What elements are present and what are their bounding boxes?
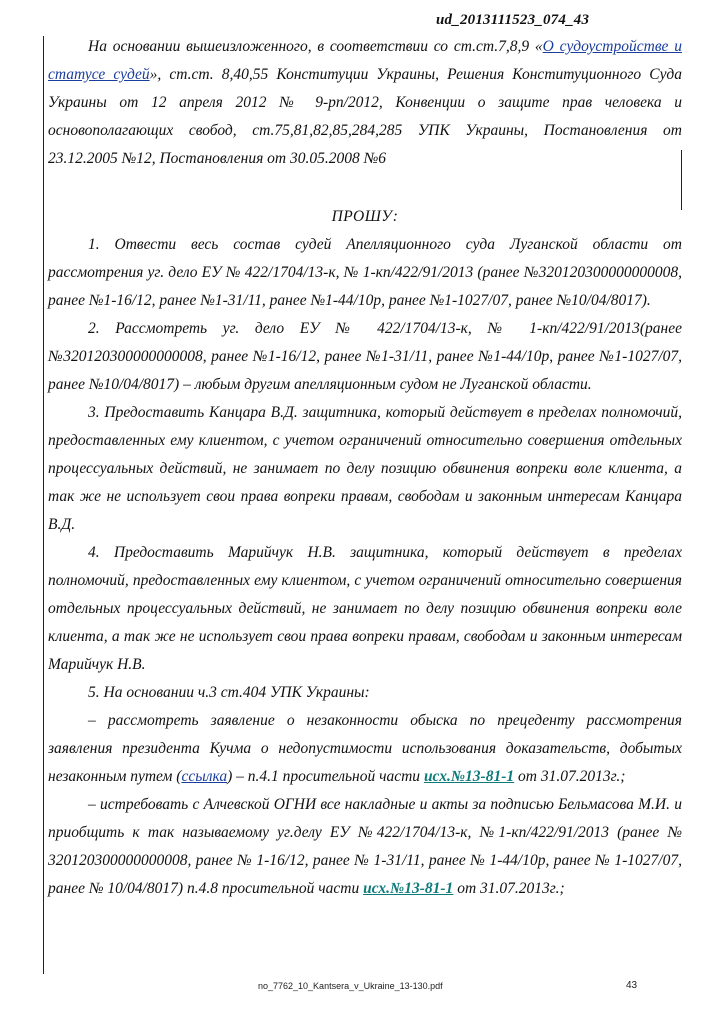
request-item-5-sub-2: – истребовать с Алчевской ОГНИ все накладные и акты за подписью Бельмасова М.И. и приобщить к так называемому уг.делу ЕУ №422/1704/13-к, №1-кп/422/91/2013 (ранее № 320120300000000008, ранее № 1-16/12, ранее № 1-31/11, ранее № 1-44/10р, ранее № 1-1027/07, ранее № 10/04/8017) п.4.8 просительной части исх.№13-81-1 от 31.07.2013г.; (48, 796, 682, 897)
intro-paragraph: На основании вышеизложенного, в соответствии со ст.ст.7,8,9 «О судоустройстве и статусе судей», ст.ст. 8,40,55 Конституции Украины, Решения Конституционного Суда Украины от 12 апреля 2012 № 9-рп/2012, Конвенции о защите прав человека и основополагающих свобод, ст.75,81,82,85,284,285 УПК Украины, Постановления от 23.12.2005 №12, Постановления от 30.05.2008 №6 (48, 38, 683, 167)
page-number: 43 (626, 980, 638, 991)
request-heading: ПРОШУ: (331, 208, 399, 225)
document-body (48, 33, 682, 903)
left-margin-rule (43, 36, 44, 974)
request-item-4: 4. Предоставить Марийчук Н.В. защитника, который действует в пределах полномочий, предоставленных ему клиентом, с учетом ограничений относительно совершения отдельных процессуальных действий, не занимает по делу позицию обвинения вопреки воле клиента, а так же не использует свои права вопреки правам, свободам и законным интересам Марийчук Н.В. (48, 544, 682, 673)
law-link[interactable]: О судоустройстве и статусе судей (48, 38, 682, 83)
outgoing-ref-link[interactable]: исх.№13-81-1 (363, 880, 454, 897)
request-item-3: 3. Предоставить Канцара В.Д. защитника, который действует в пределах полномочий, предоставленных ему клиентом, с учетом ограничений относительно совершения отдельных процессуальных действий, не занимает по делу позицию обвинения вопреки воле клиента, а так же не использует свои права вопреки правам, свободам и законным интересам Канцара В.Д. (48, 404, 682, 533)
request-item-1: 1. Отвести весь состав судей Апелляционного суда Луганской области от рассмотрения уг. дело ЕУ № 422/1704/13-к, № 1-кп/422/91/2013 (ранее №320120300000000008, ранее №1-16/12, ранее №1-31/11, ранее №1-44/10р, ранее №1-1027/07, ранее №10/04/8017). (48, 236, 682, 309)
reference-link[interactable]: ссылка (181, 768, 228, 785)
request-item-5-sub-1: – рассмотреть заявление о незаконности обыска по прецеденту рассмотрения заявления президента Кучма о недопустимости использования доказательств, добытых незаконным путем (ссылка) – п.4.1 просительной части исх.№13-81-1 от 31.07.2013г.; (48, 712, 682, 785)
outgoing-ref-link[interactable]: исх.№13-81-1 (423, 768, 515, 785)
document-id: ud_2013111523_074_43 (436, 12, 590, 28)
footer-filename: no_7762_10_Kantsera_v_Ukraine_13-130.pdf (258, 981, 443, 991)
request-item-2: 2. Рассмотреть уг. дело ЕУ № 422/1704/13-к, № 1-кп/422/91/2013(ранее №320120300000000008, ранее №1-16/12, ранее №1-31/11, ранее №1-44/10р, ранее №1-1027/07, ранее №10/04/8017) – любым другим апелляционным судом не Луганской области. (48, 320, 682, 393)
request-item-5-title: 5. На основании ч.3 ст.404 УПК Украины: (88, 684, 370, 701)
